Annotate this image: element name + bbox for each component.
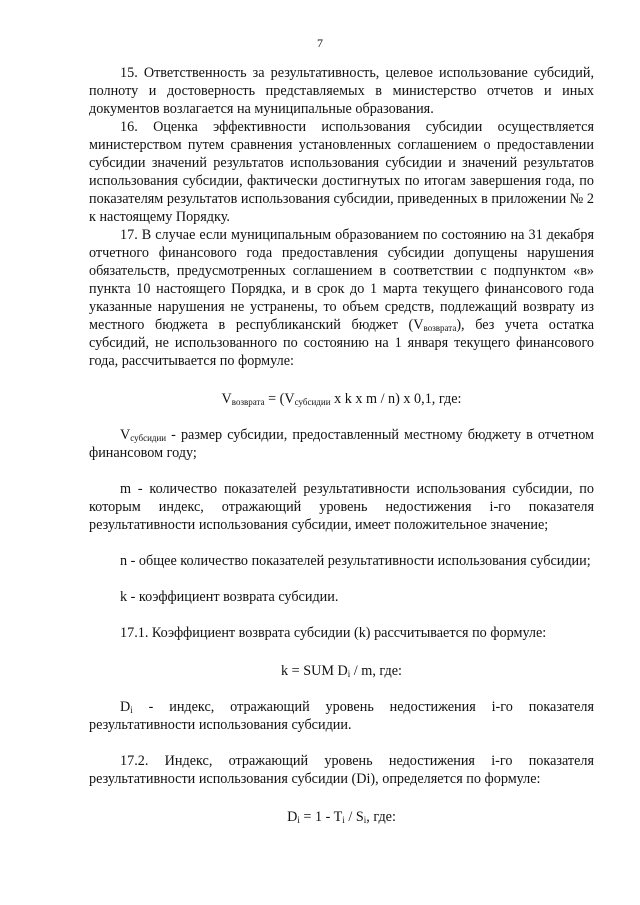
formula-equals: = (V xyxy=(264,391,295,407)
paragraph-17-1: 17.1. Коэффициент возврата субсидии (k) рассчитывается по формуле: xyxy=(120,625,547,641)
def-d-sub: i xyxy=(130,705,133,715)
formula-v-subsidy-sub: субсидии xyxy=(294,397,331,407)
paragraph-15: 15. Ответственность за результативность, целевое использование субсидий, полноту и достоверность представляемых в министерство отчетов и иных документов возлагается на муниципальные образования. xyxy=(89,65,594,117)
def-d-symbol: D xyxy=(120,699,131,715)
paragraph-17-main: 17. В случае если муниципальным образованием по состоянию на 31 декабря отчетного финансового года предоставления субсидии допущены нарушения обязательств, предусмотренных соглашением в соответствии с подпунктом «в» пункта 10 настоящего Порядка, и в срок до 1 марта текущего финансового года указанные нарушения не устранены, то объем средств, подлежащий возврату из местного бюджета в республиканский бюджет (V xyxy=(89,227,594,333)
formula-return-volume xyxy=(89,390,594,408)
formula-tail: x k x m / n) x 0,1, где: xyxy=(330,391,462,407)
formula-d-sub: i xyxy=(297,815,300,825)
formula-s-sub: i xyxy=(363,815,367,825)
formula-d-mid: = 1 - T xyxy=(299,809,343,825)
def-v-sub: субсидии xyxy=(130,433,167,443)
formula-k xyxy=(89,662,594,680)
paragraph-17 xyxy=(89,226,594,370)
definition-v-subsidy xyxy=(89,426,594,462)
def-d-text: - индекс, отражающий уровень недостижения i-го показателя результативности использования субсидии. xyxy=(89,699,594,733)
formula-k-pre: k = SUM D xyxy=(281,663,348,679)
formula-d-symbol: D xyxy=(287,809,298,825)
formula-v-return-sub: возврата xyxy=(231,397,265,407)
definition-k: k - коэффициент возврата субсидии. xyxy=(120,589,339,605)
paragraph-17-2: 17.2. Индекс, отражающий уровень недостижения i-го показателя результативности использования субсидии (Di), определяется по формуле: xyxy=(89,753,594,787)
v-return-subscript: возврата xyxy=(423,323,457,333)
definition-m: m - количество показателей результативности использования субсидии, по которым индекс, отражающий уровень недостижения i-го показателя результативности использования субсидии, имеет положительное значение; xyxy=(89,481,594,533)
def-v-symbol: V xyxy=(120,427,131,443)
formula-d xyxy=(89,808,594,826)
formula-t-sub: i xyxy=(342,815,345,825)
document-body xyxy=(89,64,594,844)
formula-d-tail: , где: xyxy=(366,809,396,825)
definition-n: n - общее количество показателей результативности использования субсидии; xyxy=(120,553,591,569)
formula-v-symbol: V xyxy=(221,391,232,407)
page-number: 7 xyxy=(317,36,323,50)
formula-k-tail: / m, где: xyxy=(350,663,402,679)
formula-d-mid2: / S xyxy=(344,809,364,825)
formula-k-sub: i xyxy=(347,669,351,679)
paragraph-17-tail: ), без учета остатка субсидий, не использованного по состоянию на 1 января текущего финансового года, рассчитывается по формуле: xyxy=(89,317,595,369)
definition-d xyxy=(89,698,594,734)
paragraph-16: 16. Оценка эффективности использования субсидии осуществляется министерством путем сравнения установленных соглашением о предоставлении субсидии значений результатов использования субсидии и значений результатов использования субсидии, фактически достигнутых по итогам завершения года, по показателям результатов использования субсидии, приведенных в приложении № 2 к настоящему Порядку. xyxy=(89,119,594,225)
def-v-text: - размер субсидии, предоставленный местному бюджету в отчетном финансовом году; xyxy=(89,427,594,461)
